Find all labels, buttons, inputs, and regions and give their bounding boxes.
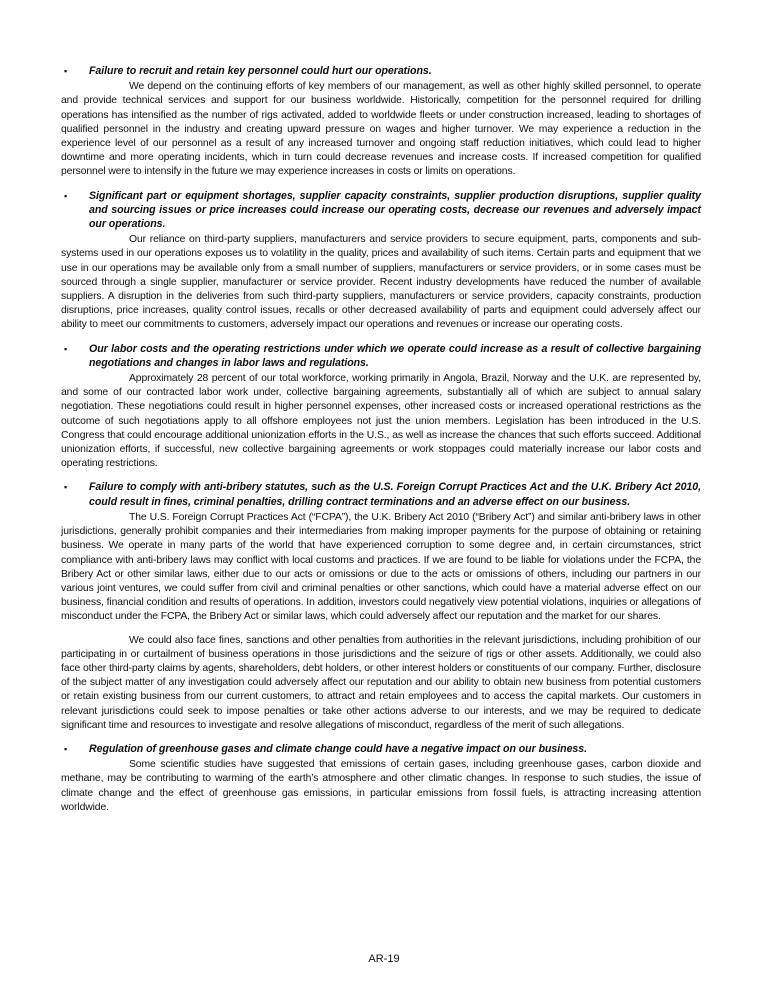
risk-heading [61,189,701,232]
risk-factor-anti-bribery [61,480,701,732]
body-paragraph: We could also face fines, sanctions and other penalties from authorities in the relevant jurisdictions, including prohibition of our participating in or curtailment of business operations in those jurisdictions and the seizure of rigs or other assets. Additionally, we could also face other third-party claims by agents, shareholders, debt holders, or other interest holders or constituents of our company. Further, disclosure of the subject matter of any investigation could adversely affect our reputation and our ability to obtain new business from potential customers or retain existing business from our current customers, to attract and retain employees and to access the capital markets. Our customers in relevant jurisdictions could seek to impose penalties or take other actions adverse to our interests, and we may be required to dedicate significant time and resources to investigate and resolve allegations of misconduct, regardless of the merit of such allegations. [61,634,701,731]
risk-heading-text: Our labor costs and the operating restrictions under which we operate could increase as a result of collective bargaining negotiations and changes in labor laws and regulations. [89,342,701,369]
risk-heading-text: Significant part or equipment shortages, supplier capacity constraints, supplier production disruptions, supplier quality and sourcing issues or price increases could increase our operating costs, decrease our revenues and adversely impact our operations. [89,189,701,231]
risk-heading [61,480,701,508]
risk-heading-text: Regulation of greenhouse gases and climate change could have a negative impact on our business. [89,742,587,755]
risk-factor-personnel [61,64,701,180]
risk-factor-greenhouse [61,742,701,815]
square-bullet-icon: ▪ [64,66,68,76]
risk-heading-text: Failure to comply with anti-bribery statutes, such as the U.S. Foreign Corrupt Practices Act and the U.K. Bribery Act 2010, could result in fines, criminal penalties, drilling contract terminations and an adverse effect on our business. [89,481,701,508]
body-paragraph: We depend on the continuing efforts of key members of our management, as well as other highly skilled personnel, to operate and provide technical services and support for our business worldwide. Historically, competition for the personnel required for drilling operations has intensified as the number of rigs activated, added to worldwide fleets or under construction increased, leading to shortages of qualified personnel in the industry and creating upward pressure on wages and higher turnover. We may experience a reduction in the experience level of our personnel as a result of any increased turnover and ongoing staff reduction initiatives, which could lead to higher downtime and more operating incidents, which in turn could decrease revenues and increase costs. If increased competition for qualified personnel were to intensify in the future we may experience increases in costs or limits on operations. [61,81,701,178]
square-bullet-icon: ▪ [64,343,68,354]
body-paragraph: Approximately 28 percent of our total workforce, working primarily in Angola, Brazil, Norway and the U.K. are represented by, and some of our contracted labor work under, collective bargaining agreements, substantially all of which are subject to annual salary negotiation. These negotiations could result in higher personnel expenses, other increased costs or increased operational restrictions as the outcome of such negotiations apply to all offshore employees not just the union members. Legislation has been introduced in the U.S. Congress that could encourage additional unionization efforts in the U.S., as well as increase the chances that such efforts succeed. Additional unionization efforts, if successful, new collective bargaining agreements or work stoppages could materially increase our labor costs and operating restrictions. [61,373,701,470]
risk-heading [61,64,701,78]
body-paragraph: Our reliance on third-party suppliers, manufacturers and service providers to secure equipment, parts, components and sub-systems used in our operations exposes us to volatility in the quality, prices and availability of such items. Certain parts and equipment that we use in our operations may be available only from a small number of suppliers, manufacturers or service providers, or in some cases must be sourced through a single supplier, manufacturer or service provider. Recent industry developments have reduced the number of available suppliers. A disruption in the deliveries from such third-party suppliers, manufacturers or service providers, capacity constraints, production disruptions, price increases, quality control issues, recalls or other decreased availability of parts and equipment could adversely affect our ability to meet our commitments to customers, adversely impact our operations and revenues or increase our operating costs. [61,234,701,331]
body-paragraph: The U.S. Foreign Corrupt Practices Act (“FCPA”), the U.K. Bribery Act 2010 (“Bribery Act”) and similar anti-bribery laws in other jurisdictions, generally prohibit companies and their intermediaries from making improper payments for the purpose of obtaining or retaining business. We operate in many parts of the world that have experienced corruption to some degree and, in certain circumstances, strict compliance with anti-bribery laws may conflict with local customs and practices. If we are found to be liable for violations under the FCPA, the Bribery Act or other similar laws, either due to our acts or omissions or due to the acts or omissions of others, including our partners in our various joint ventures, we could suffer from civil and criminal penalties or other sanctions, which could have a material adverse effect on our business, financial condition and results of operations. In addition, investors could negatively view potential violations, inquiries or allegations of misconduct under the FCPA, the Bribery Act or similar laws, which could adversely affect our reputation and the market for our shares. [61,511,701,623]
square-bullet-icon: ▪ [64,482,68,493]
risk-factor-labor [61,342,701,472]
body-paragraph: Some scientific studies have suggested that emissions of certain gases, including greenhouse gases, carbon dioxide and methane, may be contributing to warming of the earth’s atmosphere and other climatic changes. In response to such studies, the issue of climate change and the effect of greenhouse gas emissions, in particular emissions from fossil fuels, is attracting increasing attention worldwide. [61,759,701,813]
document-page [61,64,701,824]
risk-heading [61,742,701,756]
risk-heading [61,342,701,370]
square-bullet-icon: ▪ [64,743,68,754]
risk-heading-text: Failure to recruit and retain key personnel could hurt our operations. [89,65,432,77]
risk-factor-suppliers [61,189,701,333]
square-bullet-icon: ▪ [64,190,68,201]
page-number: AR-19 [368,953,400,965]
